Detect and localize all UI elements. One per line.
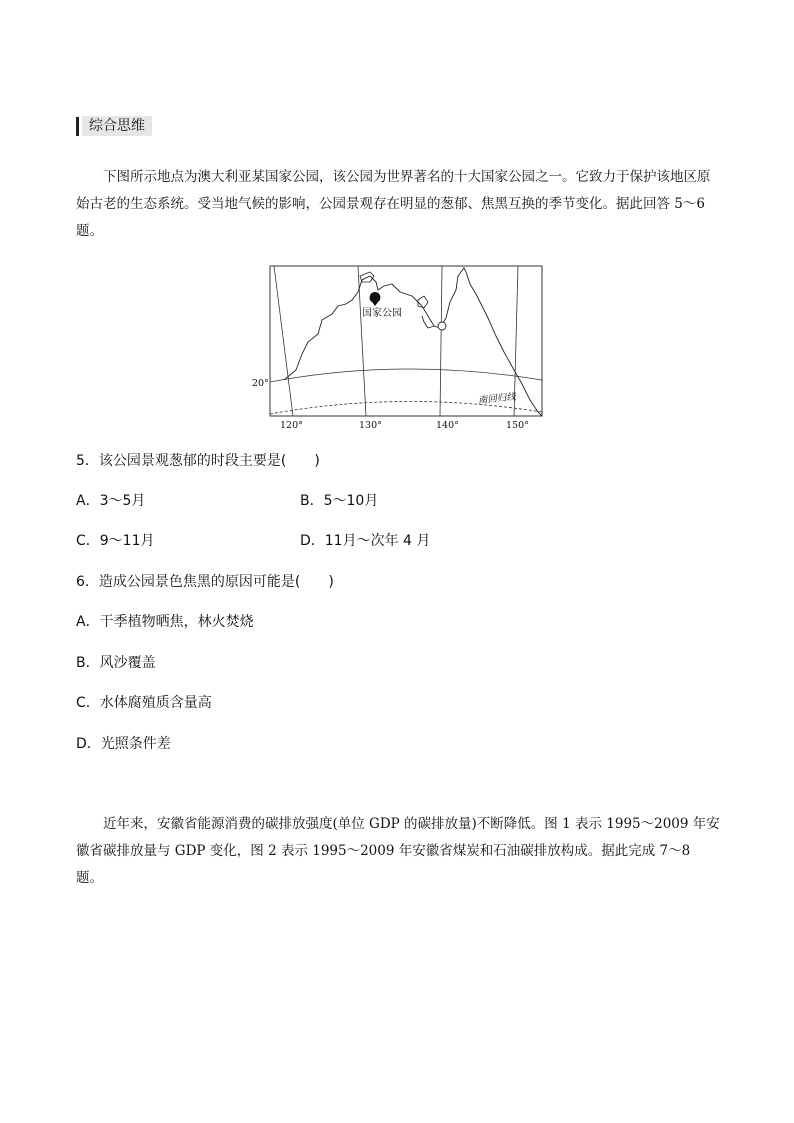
lon-label-150: 150°	[506, 420, 529, 431]
lon-label-120: 120°	[280, 420, 303, 431]
q6-option-a[interactable]: A．干季植物晒焦，林火焚烧	[76, 614, 254, 630]
section-title: 综合思维	[82, 116, 152, 136]
section-marker	[76, 117, 79, 136]
city-marker-circle	[438, 322, 446, 330]
q5-stem: 5．该公园景观葱郁的时段主要是( )	[76, 453, 320, 469]
q5-option-b[interactable]: B．5～10月	[300, 493, 379, 509]
intro-paragraph-1: 下图所示地点为澳大利亚某国家公园，该公园为世界著名的十大国家公园之一。它致力于保护该地区原始古老的生态系统。受当地气候的影响，公园景观存在明显的葱郁、焦黑互换的季节变化。据此回答 5～6题。	[76, 169, 711, 239]
section-header	[76, 116, 152, 136]
q6-option-c[interactable]: C．水体腐殖质含量高	[76, 695, 212, 711]
q6-stem: 6．造成公园景色焦黑的原因可能是( )	[76, 574, 334, 590]
lon-label-140: 140°	[436, 420, 459, 431]
q6-option-d[interactable]: D．光照条件差	[76, 736, 171, 752]
tropic-label: 南回归线	[477, 391, 517, 407]
intro-paragraph-2: 近年来，安徽省能源消费的碳排放强度(单位 GDP 的碳排放量)不断降低。图 1 表示 1995～2009 年安徽省碳排放量与 GDP 变化，图 2 表示 1995～2009 年安徽省煤炭和石油碳排放构成。据此完成 7～8 题。	[76, 816, 720, 886]
q6-option-b[interactable]: B．风沙覆盖	[76, 655, 156, 671]
lat-label-20: 20°	[252, 378, 269, 389]
park-label: 国家公园	[362, 308, 402, 319]
q5-option-c[interactable]: C．9～11月	[76, 533, 155, 549]
lon-label-130: 130°	[359, 420, 382, 431]
q5-option-d[interactable]: D．11月～次年 4 月	[300, 533, 431, 549]
q5-option-a[interactable]: A．3～5月	[76, 493, 146, 509]
australia-map	[252, 262, 548, 432]
